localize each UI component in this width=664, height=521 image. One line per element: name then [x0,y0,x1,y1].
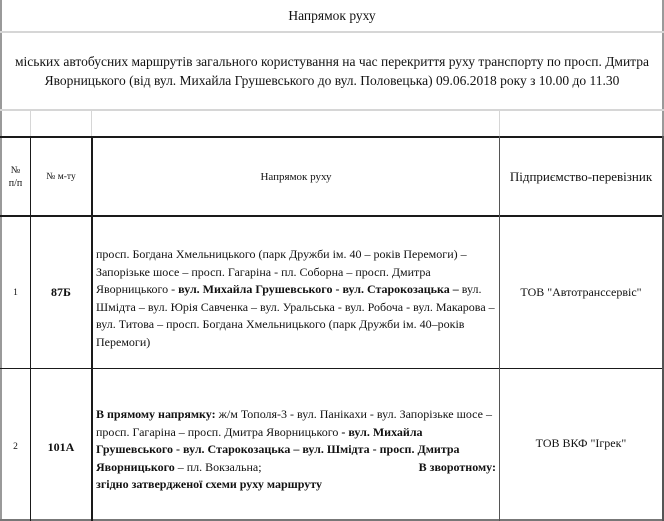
header-direction [93,138,499,215]
table-row-1-num [1,217,30,368]
table-row-1-carrier [500,217,662,368]
empty-col-line-1 [30,110,31,136]
row-divider [0,368,664,369]
row-2-direction-bold: - вул. Михайла Грушевського - вул. Старокозацька – вул. Шмідта - просп. Дмитра Яворницького [96,424,460,474]
table-row-2-route [31,369,91,519]
header-direction-label: Напрямок руху [260,170,332,183]
row-2-direction-bold: В прямому напрямку: [96,407,216,421]
row-1-carrier: ТОВ "Автотранссервіс" [520,285,642,299]
row-2-direction-part: ж/м Тополя-3 - вул. Панікахи - вул. Запорізьке шосе – просп. Гагаріна – просп. Дмитра Яворницького [96,407,492,439]
row-1-direction-part: вул. Шмідта – вул. Юрія Савченка – вул. Уральська - вул. Робоча - вул. Макарова – вул. Титова – просп. Богдана Хмельницького (парк Дружби ім. 40–років Перемоги) [96,282,495,349]
row-1-direction-bold: вул. Михайла Грушевського - вул. Старокозацька – [178,282,459,296]
row-2-direction-part: – пл. Вокзальна; [174,459,262,474]
header-num-label: № п/п [8,164,23,189]
table-row-2-carrier [500,428,662,458]
document-title: Напрямок руху [288,8,376,23]
row-2-carrier: ТОВ ВКФ "Ігрек" [535,435,627,450]
divider-subtitle [0,109,664,111]
header-num [1,138,30,215]
table-row-2-num [1,369,30,519]
header-route-label: № м-ту [46,171,76,182]
empty-col-line-2 [91,110,92,136]
row-2-direction-reverse-text: згідно затвердженої схеми руху маршруту [96,477,322,491]
row-2-route: 101А [47,439,75,454]
table-row-2-direction [96,406,496,494]
row-1-direction-part: просп. Богдана Хмельницького (парк Дружби ім. 40 – років Перемоги) – Запорізьке шосе – просп. Гагаріна - пл. Соборна – просп. Дмитра Яворницького - [96,247,467,296]
row-2-direction-reverse-label: В зворотному: [418,459,496,474]
header-carrier-label: Підприємство-перевізник [509,168,653,184]
row-1-num: 1 [13,287,18,298]
row-2-num: 2 [13,442,18,452]
header-carrier [500,138,662,215]
row-1-route: 87Б [51,285,71,299]
table-row-1-route [31,217,91,368]
document-subtitle: міських автобусних маршрутів загального користування на час перекриття руху транспорту по просп. Дмитра Яворницького (від вул. Михайла Грушевського до вул. Половецька) 09.06.2018 року з 10.00 до 11.30 [15,54,649,88]
header-route [31,138,91,215]
empty-col-line-3 [499,110,500,136]
table-row-1-direction [96,246,496,351]
